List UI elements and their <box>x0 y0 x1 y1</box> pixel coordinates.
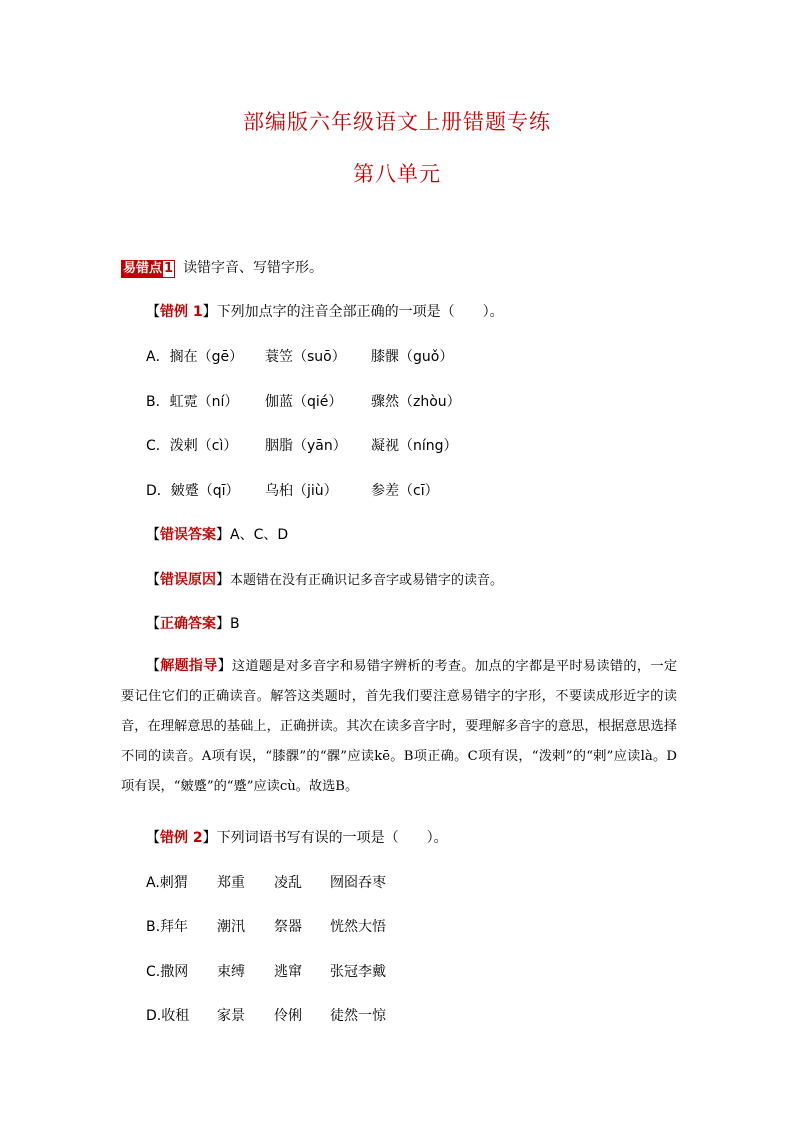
option-item: 束缚 <box>217 964 245 980</box>
bracket-close: 】 <box>216 616 230 632</box>
solution-guide-text: 这道题是对多音字和易错字辨析的考查。加点的字都是平时易读错的，一定要记住它们的正确读音。解答这类题时，首先我们要注意易错字的字形，不要读成形近字的读音，在理解意思的基础上，正确拼读。其次在读多音字时，要理解多音字的意思，根据意思选择不同的读音。A项有误，“膝髁”的“髁”应读kē。B项正确。C项有误，“泼剌”的“剌”应读là。D项有误，“皴蹙”的“蹙”应读cù。故选B。 <box>121 659 678 794</box>
option-item: 凝视（níng） <box>371 438 458 454</box>
bracket-close: 】 <box>202 304 217 320</box>
option-item: 家景 <box>217 1008 245 1024</box>
option-item: 胭脂（yān） <box>265 438 347 454</box>
example1-option-b <box>146 391 646 411</box>
option-item: 伽蓝（qié） <box>265 394 343 410</box>
example1-option-a <box>146 346 646 366</box>
option-item: A．搁在（gē） <box>146 349 244 365</box>
bracket-open: 【 <box>146 572 160 588</box>
bracket-close: 】 <box>216 572 230 588</box>
option-item: 恍然大悟 <box>330 919 386 935</box>
correct-answer-line <box>146 613 240 633</box>
example2-option-b <box>146 916 546 936</box>
example1-question <box>146 301 504 321</box>
option-item: 乌桕（jiù） <box>265 483 338 499</box>
error-point-text: 读错字音、写错字形。 <box>183 260 324 276</box>
bracket-open: 【 <box>146 616 160 632</box>
bracket-open: 【 <box>146 830 160 846</box>
page-subtitle: 第八单元 <box>353 162 441 186</box>
solution-guide <box>121 651 677 802</box>
wrong-reason-label: 错误原因 <box>160 572 216 588</box>
option-item: 伶俐 <box>274 1008 302 1024</box>
error-point-tag: 易错点 <box>123 261 163 276</box>
option-item: B．虹霓（ní） <box>146 394 239 410</box>
example1-label: 错例 1 <box>160 304 203 320</box>
option-item: A.刺猬 <box>146 875 188 891</box>
bracket-open: 【 <box>146 304 160 320</box>
page-title: 部编版六年级语文上册错题专练 <box>243 110 551 134</box>
option-item: 骤然（zhòu） <box>371 394 461 410</box>
option-item: 郑重 <box>217 875 245 891</box>
option-item: B.拜年 <box>146 919 189 935</box>
bracket-close: 】 <box>216 527 230 543</box>
option-item: 蓑笠（suō） <box>265 349 346 365</box>
option-item: 潮汛 <box>217 919 245 935</box>
example2-option-d <box>146 1005 546 1025</box>
option-item: 参差（cī） <box>371 483 439 499</box>
wrong-reason-text: 本题错在没有正确识记多音字或易错字的读音。 <box>230 573 504 588</box>
option-item: D．皴蹙（qī） <box>146 483 240 499</box>
example2-question-text: 下列词语书写有误的一项是（ ）。 <box>216 830 448 846</box>
error-point-header <box>121 257 323 275</box>
example1-option-d <box>146 480 646 500</box>
correct-answer-value: B <box>230 616 240 632</box>
wrong-answer-label: 错误答案 <box>160 527 216 543</box>
bracket-open: 【 <box>146 527 160 543</box>
example1-option-c <box>146 435 646 455</box>
option-item: D.收租 <box>146 1008 190 1024</box>
option-item: 祭器 <box>274 919 302 935</box>
correct-answer-label: 正确答案 <box>160 616 216 632</box>
example2-option-c <box>146 961 546 981</box>
error-point-number: 1 <box>164 261 174 276</box>
option-item: 囫囵吞枣 <box>330 875 386 891</box>
bracket-open: 【 <box>146 658 161 674</box>
example2-option-a <box>146 872 546 892</box>
wrong-answer-value: A、C、D <box>230 527 289 543</box>
option-item: C.撒网 <box>146 964 189 980</box>
wrong-answer-line <box>146 524 288 544</box>
solution-guide-label: 解题指导 <box>160 658 218 674</box>
option-item: 张冠李戴 <box>330 964 386 980</box>
option-item: 逃窜 <box>274 964 302 980</box>
option-item: C．泼剌（cì） <box>146 438 238 454</box>
example1-question-text: 下列加点字的注音全部正确的一项是（ ）。 <box>216 304 504 320</box>
bracket-close: 】 <box>217 658 232 674</box>
option-item: 凌乱 <box>274 875 302 891</box>
wrong-reason-line <box>146 569 503 589</box>
example2-question <box>146 827 448 847</box>
option-item: 膝髁（guǒ） <box>371 349 454 365</box>
option-item: 徒然一惊 <box>330 1008 386 1024</box>
bracket-close: 】 <box>202 830 217 846</box>
example2-label: 错例 2 <box>160 830 203 846</box>
